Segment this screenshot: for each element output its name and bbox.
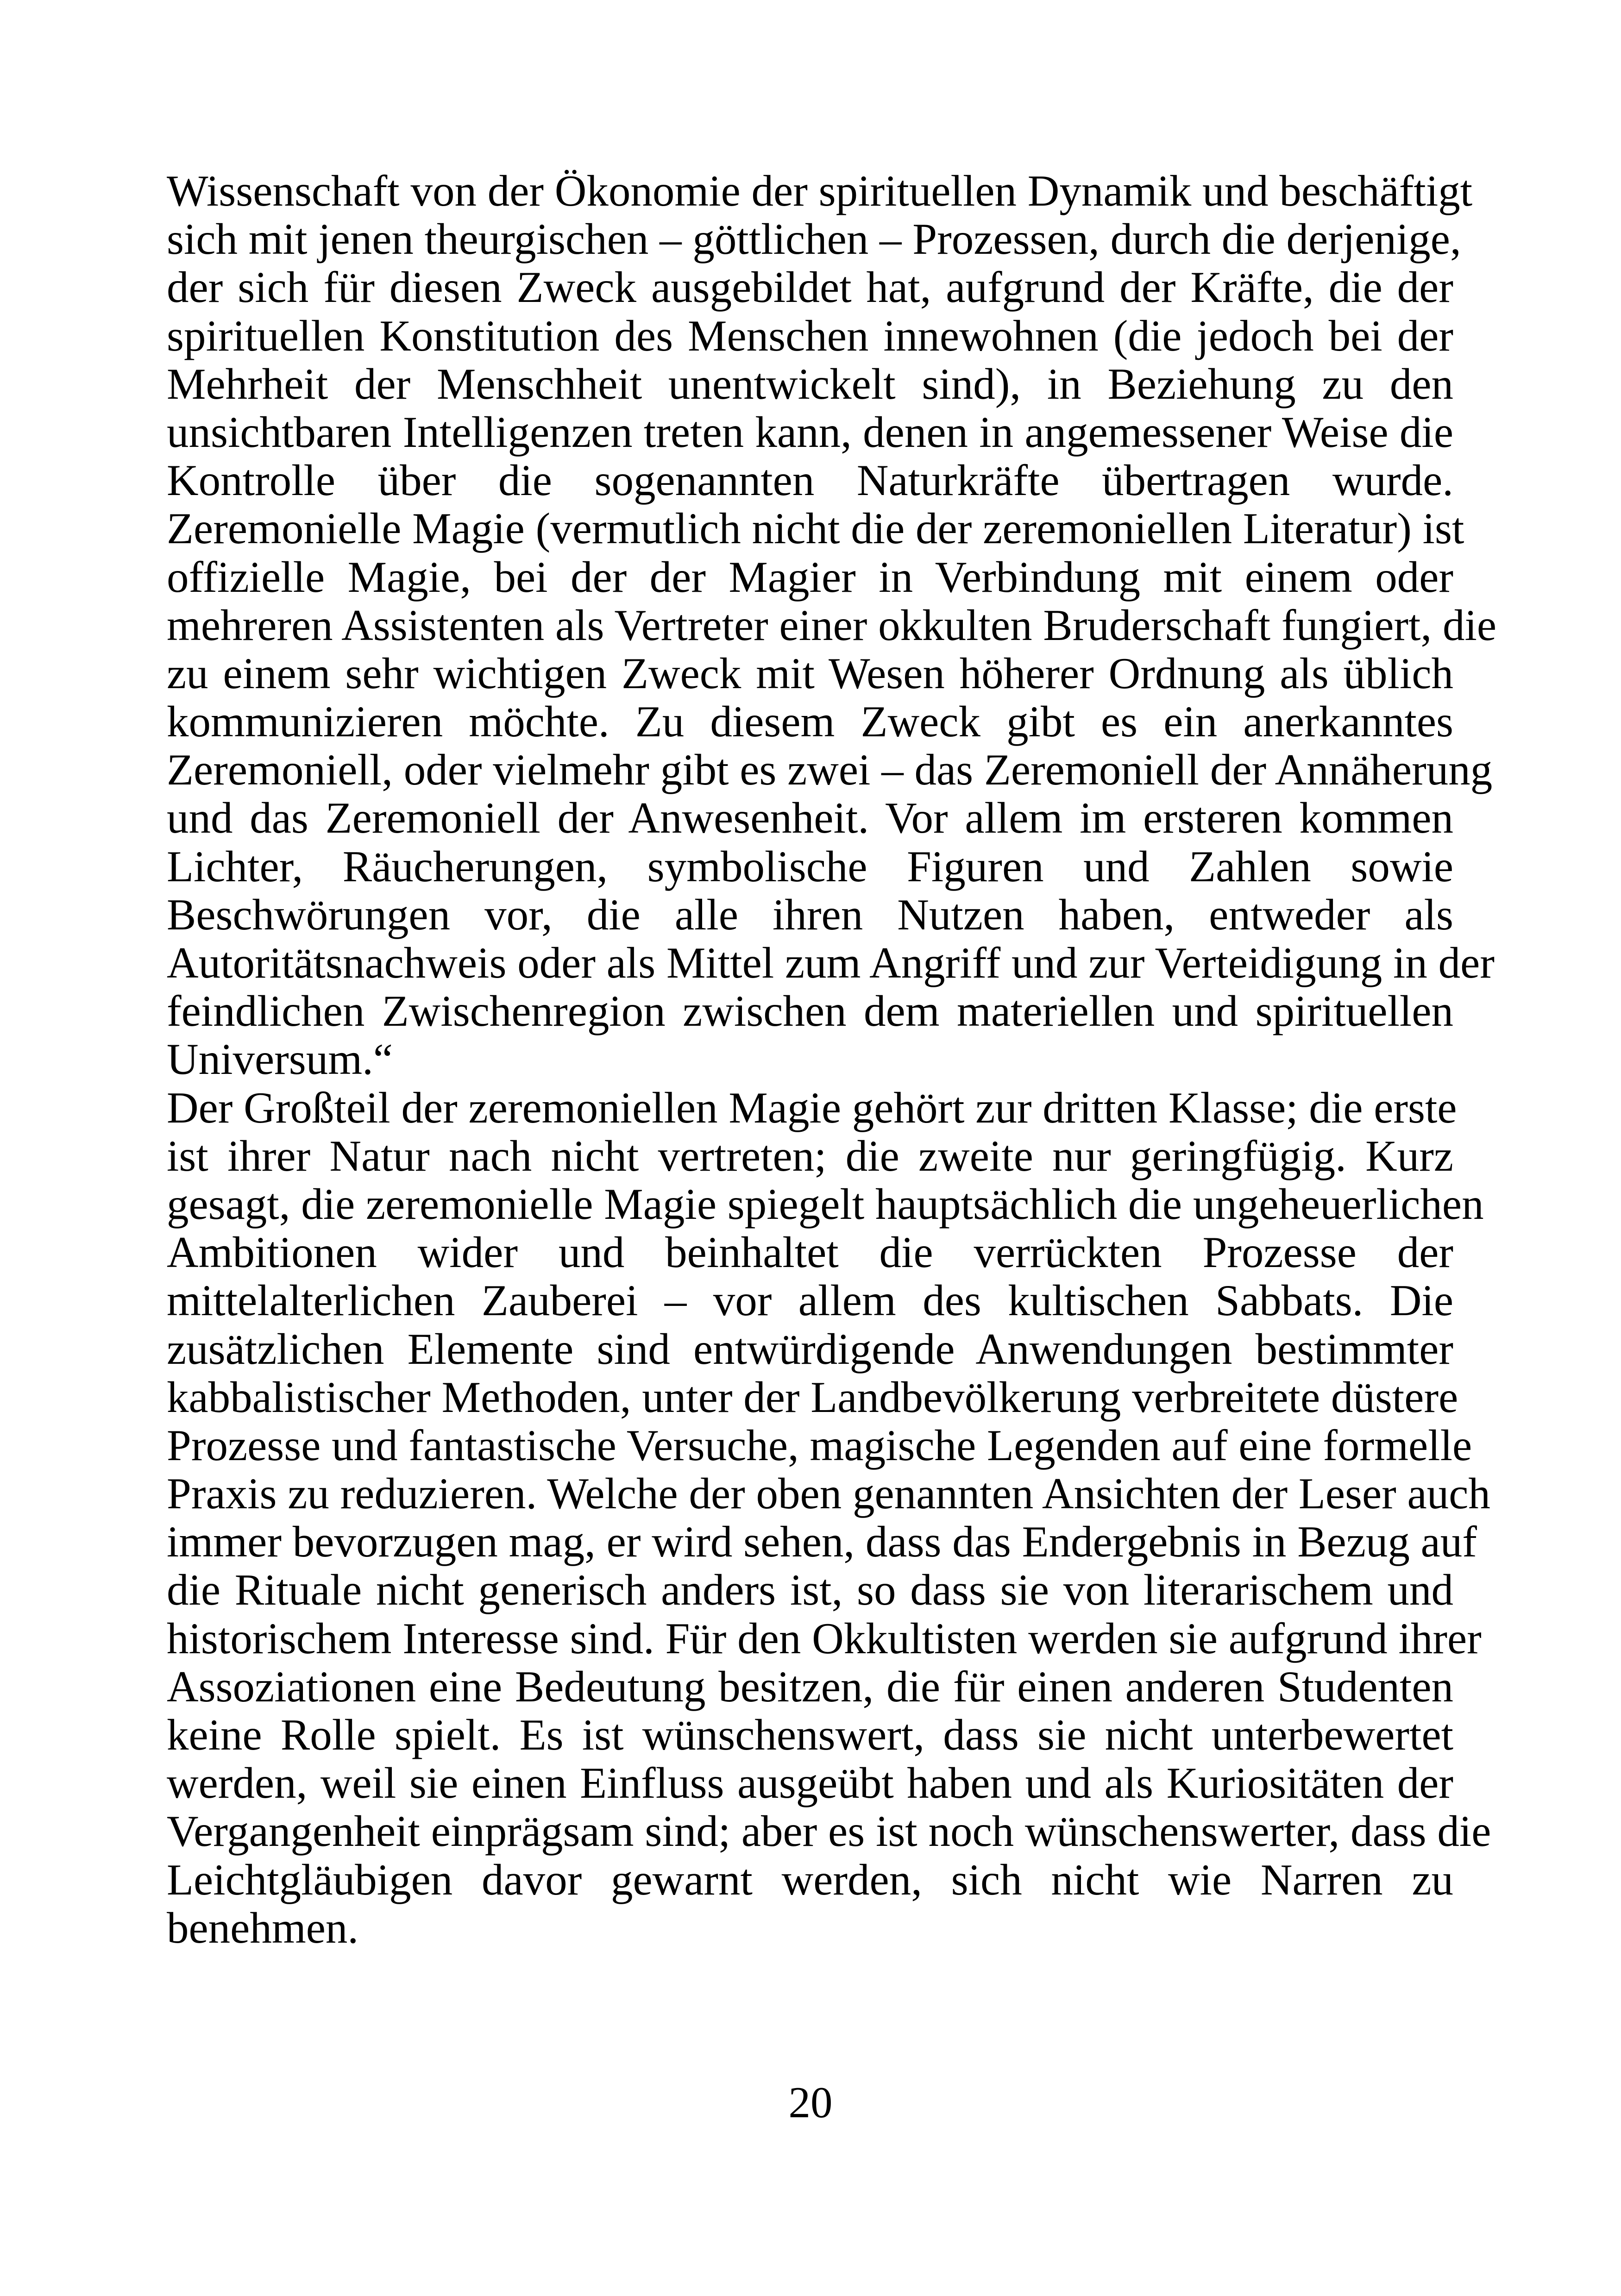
text-line: kommunizieren möchte. Zu diesem Zweck gibt es ein anerkanntes: [167, 697, 1453, 747]
text-line: Der Großteil der zeremoniellen Magie gehört zur dritten Klasse; die erste: [167, 1083, 1457, 1132]
text-line: zusätzlichen Elemente sind entwürdigende Anwendungen bestimmter: [167, 1324, 1453, 1374]
text-line: werden, weil sie einen Einfluss ausgeübt haben und als Kuriositäten der: [167, 1758, 1453, 1808]
text-line: Zeremoniell, oder vielmehr gibt es zwei – das Zeremoniell der Annäherung: [167, 745, 1493, 795]
text-line: Vergangenheit einprägsam sind; aber es ist noch wünschenswerter, dass die: [167, 1807, 1491, 1856]
text-line: zu einem sehr wichtigen Zweck mit Wesen höherer Ordnung als üblich: [167, 648, 1453, 698]
text-line: Universum.“: [167, 1035, 393, 1084]
text-line: benehmen.: [167, 1903, 359, 1952]
text-line: spirituellen Konstitution des Menschen innewohnen (die jedoch bei der: [167, 311, 1453, 360]
text-line: keine Rolle spielt. Es ist wünschenswert, dass sie nicht unterbewertet: [167, 1710, 1453, 1759]
text-line: sich mit jenen theurgischen – göttlichen – Prozessen, durch die derjenige,: [167, 214, 1461, 264]
text-line: immer bevorzugen mag, er wird sehen, dass das Endergebnis in Bezug auf: [167, 1517, 1477, 1567]
page-number: 20: [788, 2078, 833, 2127]
text-line: Mehrheit der Menschheit unentwickelt sind), in Beziehung zu den: [167, 359, 1453, 408]
text-line: Kontrolle über die sogenannten Naturkräfte übertragen wurde.: [167, 456, 1453, 505]
text-line: Praxis zu reduzieren. Welche der oben genannten Ansichten der Leser auch: [167, 1469, 1490, 1518]
body-text: [167, 166, 1497, 1952]
text-line: Lichter, Räucherungen, symbolische Figuren und Zahlen sowie: [167, 841, 1453, 891]
text-line: gesagt, die zeremonielle Magie spiegelt hauptsächlich die ungeheuerlichen: [167, 1179, 1484, 1229]
text-line: Prozesse und fantastische Versuche, magische Legenden auf eine formelle: [167, 1420, 1472, 1470]
text-line: ist ihrer Natur nach nicht vertreten; die zweite nur geringfügig. Kurz: [167, 1131, 1453, 1180]
paragraph-1: [167, 166, 1497, 1084]
text-line: Beschwörungen vor, die alle ihren Nutzen haben, entweder als: [167, 890, 1453, 939]
text-line: Wissenschaft von der Ökonomie der spirituellen Dynamik und beschäftigt: [167, 166, 1473, 215]
text-line: Ambitionen wider und beinhaltet die verrückten Prozesse der: [167, 1228, 1453, 1277]
text-line: Zeremonielle Magie (vermutlich nicht die der zeremoniellen Literatur) ist: [167, 504, 1464, 553]
text-line: historischem Interesse sind. Für den Okkultisten werden sie aufgrund ihrer: [167, 1613, 1482, 1663]
text-line: mehreren Assistenten als Vertreter einer okkulten Bruderschaft fungiert, die: [167, 600, 1497, 650]
text-line: mittelalterlichen Zauberei – vor allem des kultischen Sabbats. Die: [167, 1276, 1453, 1325]
text-line: und das Zeremoniell der Anwesenheit. Vor allem im ersteren kommen: [167, 793, 1453, 843]
text-line: Autoritätsnachweis oder als Mittel zum Angriff und zur Verteidigung in der: [167, 938, 1495, 987]
text-line: Leichtgläubigen davor gewarnt werden, sich nicht wie Narren zu: [167, 1855, 1453, 1904]
text-line: offizielle Magie, bei der der Magier in Verbindung mit einem oder: [167, 552, 1453, 602]
text-line: unsichtbaren Intelligenzen treten kann, denen in angemessener Weise die: [167, 407, 1453, 457]
text-line: der sich für diesen Zweck ausgebildet hat, aufgrund der Kräfte, die der: [167, 263, 1453, 312]
text-line: kabbalistischer Methoden, unter der Landbevölkerung verbreitete düstere: [167, 1372, 1458, 1422]
text-line: feindlichen Zwischenregion zwischen dem materiellen und spirituellen: [167, 986, 1453, 1036]
text-line: Assoziationen eine Bedeutung besitzen, die für einen anderen Studenten: [167, 1662, 1453, 1711]
text-line: die Rituale nicht generisch anders ist, so dass sie von literarischem und: [167, 1565, 1453, 1615]
paragraph-2: [167, 1083, 1491, 1952]
